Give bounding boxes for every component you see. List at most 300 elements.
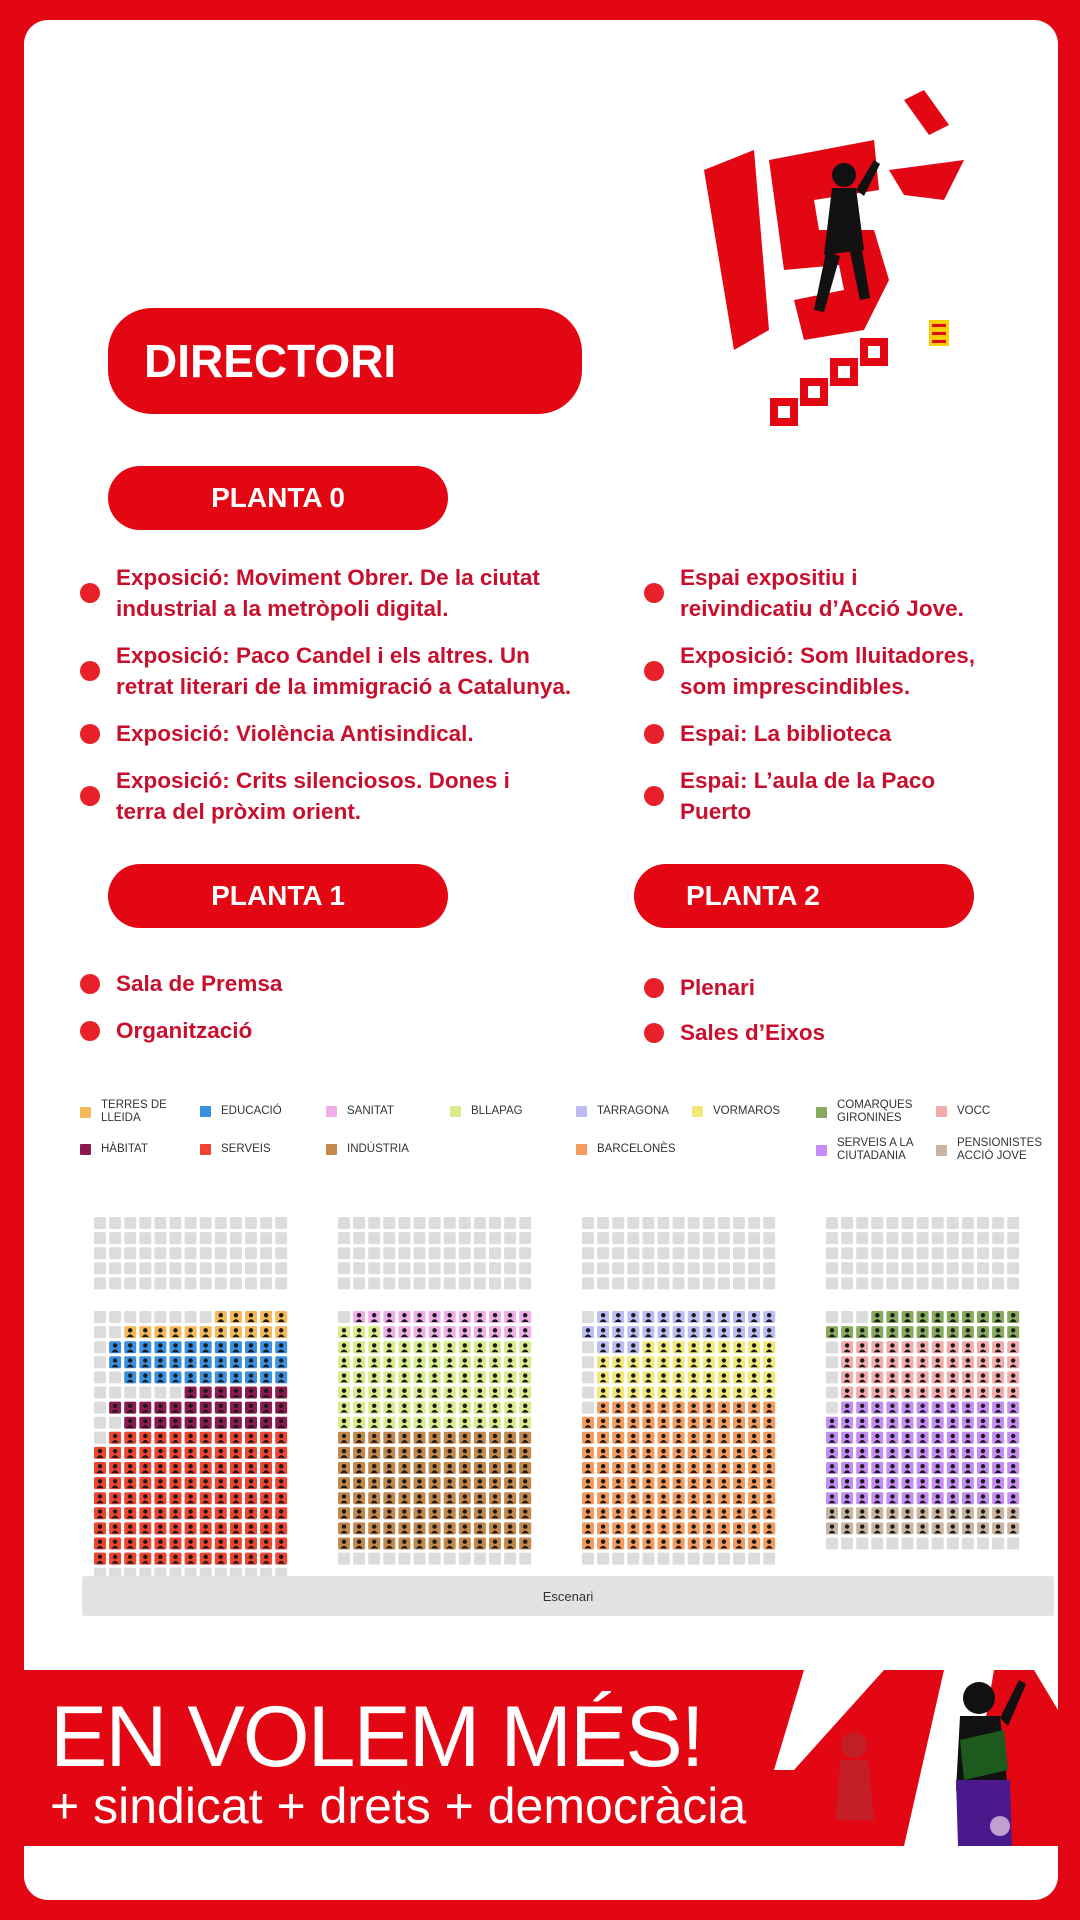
- seat-occupied: [612, 1387, 624, 1399]
- seat-occupied: [200, 1326, 212, 1338]
- seat-occupied: [215, 1477, 227, 1489]
- seat-empty: [215, 1262, 227, 1274]
- seat-occupied: [94, 1492, 106, 1504]
- seat-empty: [154, 1387, 166, 1399]
- seat-occupied: [886, 1462, 898, 1474]
- seat-occupied: [763, 1538, 775, 1550]
- seat-occupied: [917, 1522, 929, 1534]
- planta-1-heading: [108, 864, 448, 928]
- seat-occupied: [886, 1402, 898, 1414]
- seat-empty: [489, 1247, 501, 1259]
- seat-occupied: [170, 1341, 182, 1353]
- seat-occupied: [368, 1492, 380, 1504]
- seat-occupied: [383, 1402, 395, 1414]
- bullet-icon: [80, 974, 100, 994]
- seat-occupied: [489, 1387, 501, 1399]
- seat-occupied: [748, 1417, 760, 1429]
- seat-empty: [1007, 1232, 1019, 1244]
- seat-empty: [429, 1553, 441, 1565]
- seat-empty: [139, 1262, 151, 1274]
- seat-occupied: [504, 1387, 516, 1399]
- seat-occupied: [154, 1477, 166, 1489]
- seat-occupied: [826, 1477, 838, 1489]
- seat-occupied: [170, 1356, 182, 1368]
- seat-empty: [947, 1538, 959, 1550]
- seat-occupied: [260, 1553, 272, 1565]
- seat-occupied: [429, 1311, 441, 1323]
- seat-occupied: [474, 1417, 486, 1429]
- seat-occupied: [459, 1492, 471, 1504]
- seat-occupied: [185, 1447, 197, 1459]
- seat-occupied: [763, 1402, 775, 1414]
- seat-occupied: [429, 1507, 441, 1519]
- seat-empty: [353, 1217, 365, 1229]
- seat-occupied: [718, 1538, 730, 1550]
- directory-card: [24, 20, 1058, 1900]
- seat-empty: [658, 1217, 670, 1229]
- seat-occupied: [368, 1311, 380, 1323]
- seat-occupied: [871, 1387, 883, 1399]
- seat-occupied: [519, 1432, 531, 1444]
- seat-occupied: [414, 1462, 426, 1474]
- seat-occupied: [444, 1417, 456, 1429]
- seat-occupied: [504, 1356, 516, 1368]
- seat-occupied: [902, 1371, 914, 1383]
- seat-occupied: [519, 1387, 531, 1399]
- planta-2-list: [644, 972, 1044, 1062]
- seat-empty: [94, 1341, 106, 1353]
- seat-empty: [582, 1553, 594, 1565]
- seat-empty: [886, 1232, 898, 1244]
- seat-occupied: [947, 1462, 959, 1474]
- seat-occupied: [124, 1417, 136, 1429]
- seat-occupied: [109, 1341, 121, 1353]
- seat-empty: [109, 1232, 121, 1244]
- seat-occupied: [673, 1326, 685, 1338]
- seat-occupied: [489, 1462, 501, 1474]
- seat-empty: [519, 1553, 531, 1565]
- seat-occupied: [154, 1326, 166, 1338]
- seat-occupied: [444, 1326, 456, 1338]
- seat-occupied: [245, 1462, 257, 1474]
- seat-occupied: [215, 1462, 227, 1474]
- seat-occupied: [230, 1553, 242, 1565]
- seat-occupied: [841, 1447, 853, 1459]
- seat-occupied: [871, 1371, 883, 1383]
- directory-item-text: som imprescindibles.: [680, 674, 911, 699]
- seat-occupied: [688, 1417, 700, 1429]
- seat-occupied: [688, 1326, 700, 1338]
- legend-label-line: TERRES DE: [101, 1099, 167, 1111]
- seat-occupied: [748, 1538, 760, 1550]
- seat-empty: [627, 1262, 639, 1274]
- seat-occupied: [275, 1371, 287, 1383]
- seat-occupied: [200, 1477, 212, 1489]
- seat-occupied: [474, 1507, 486, 1519]
- seat-occupied: [841, 1356, 853, 1368]
- seat-occupied: [109, 1492, 121, 1504]
- seat-occupied: [932, 1326, 944, 1338]
- seat-empty: [612, 1277, 624, 1289]
- seat-occupied: [459, 1432, 471, 1444]
- seat-empty: [642, 1247, 654, 1259]
- seat-occupied: [658, 1522, 670, 1534]
- seat-empty: [962, 1232, 974, 1244]
- seat-empty: [94, 1387, 106, 1399]
- seat-occupied: [748, 1477, 760, 1489]
- seat-occupied: [275, 1356, 287, 1368]
- seat-empty: [688, 1247, 700, 1259]
- seat-occupied: [275, 1462, 287, 1474]
- seat-empty: [763, 1247, 775, 1259]
- directory-item-text: Exposició: Moviment Obrer. De la ciutat: [116, 565, 540, 590]
- slogan-subtitle: + sindicat + drets + democràcia: [50, 1778, 747, 1834]
- seat-occupied: [627, 1387, 639, 1399]
- seat-occupied: [902, 1492, 914, 1504]
- seat-occupied: [124, 1356, 136, 1368]
- seat-empty: [414, 1277, 426, 1289]
- seat-occupied: [703, 1402, 715, 1414]
- seat-empty: [139, 1311, 151, 1323]
- seat-occupied: [1007, 1326, 1019, 1338]
- seat-empty: [733, 1262, 745, 1274]
- stage: [82, 1576, 1054, 1616]
- seat-occupied: [489, 1402, 501, 1414]
- seat-occupied: [368, 1356, 380, 1368]
- seat-occupied: [245, 1507, 257, 1519]
- seat-occupied: [383, 1447, 395, 1459]
- seat-occupied: [642, 1326, 654, 1338]
- seat-empty: [383, 1247, 395, 1259]
- seat-occupied: [398, 1311, 410, 1323]
- seat-empty: [826, 1247, 838, 1259]
- seat-empty: [612, 1247, 624, 1259]
- seat-occupied: [230, 1538, 242, 1550]
- seat-occupied: [673, 1492, 685, 1504]
- seat-occupied: [977, 1447, 989, 1459]
- seat-occupied: [504, 1507, 516, 1519]
- seat-occupied: [275, 1538, 287, 1550]
- seat-occupied: [703, 1522, 715, 1534]
- seat-occupied: [1007, 1356, 1019, 1368]
- seat-occupied: [398, 1371, 410, 1383]
- seat-occupied: [444, 1492, 456, 1504]
- seat-occupied: [886, 1356, 898, 1368]
- seat-occupied: [170, 1432, 182, 1444]
- seat-occupied: [582, 1522, 594, 1534]
- seat-empty: [992, 1262, 1004, 1274]
- directory-item: [80, 765, 640, 827]
- seat-occupied: [353, 1432, 365, 1444]
- seat-occupied: [658, 1387, 670, 1399]
- seat-empty: [886, 1262, 898, 1274]
- seat-occupied: [245, 1432, 257, 1444]
- seat-occupied: [733, 1432, 745, 1444]
- seat-empty: [154, 1262, 166, 1274]
- seat-empty: [688, 1277, 700, 1289]
- seat-empty: [185, 1277, 197, 1289]
- seat-occupied: [582, 1326, 594, 1338]
- seat-occupied: [154, 1553, 166, 1565]
- seat-occupied: [200, 1538, 212, 1550]
- seat-occupied: [459, 1326, 471, 1338]
- seat-occupied: [718, 1341, 730, 1353]
- seat-occupied: [368, 1326, 380, 1338]
- seat-empty: [841, 1232, 853, 1244]
- seat-occupied: [139, 1341, 151, 1353]
- seat-occupied: [947, 1447, 959, 1459]
- seat-occupied: [398, 1402, 410, 1414]
- seat-occupied: [841, 1371, 853, 1383]
- seat-empty: [170, 1217, 182, 1229]
- seat-occupied: [992, 1387, 1004, 1399]
- seat-occupied: [992, 1492, 1004, 1504]
- seat-empty: [703, 1277, 715, 1289]
- seat-empty: [856, 1311, 868, 1323]
- seat-occupied: [763, 1477, 775, 1489]
- seat-occupied: [597, 1371, 609, 1383]
- directory-item-text: retrat literari de la immigració a Catalunya.: [116, 674, 572, 699]
- seat-empty: [170, 1247, 182, 1259]
- seat-empty: [582, 1387, 594, 1399]
- seat-occupied: [748, 1311, 760, 1323]
- seat-empty: [673, 1553, 685, 1565]
- seat-occupied: [260, 1538, 272, 1550]
- seat-occupied: [977, 1311, 989, 1323]
- directory-item-text: Espai: L’aula de la Paco: [680, 768, 936, 793]
- seat-occupied: [519, 1341, 531, 1353]
- seat-occupied: [871, 1402, 883, 1414]
- seat-empty: [338, 1311, 350, 1323]
- seat-occupied: [398, 1507, 410, 1519]
- seat-occupied: [826, 1447, 838, 1459]
- seat-occupied: [414, 1447, 426, 1459]
- seat-empty: [977, 1232, 989, 1244]
- seat-occupied: [977, 1477, 989, 1489]
- seat-occupied: [459, 1447, 471, 1459]
- seat-empty: [917, 1262, 929, 1274]
- seat-occupied: [124, 1447, 136, 1459]
- seat-occupied: [932, 1447, 944, 1459]
- seat-occupied: [489, 1507, 501, 1519]
- seat-empty: [871, 1232, 883, 1244]
- seat-occupied: [215, 1356, 227, 1368]
- seat-occupied: [658, 1311, 670, 1323]
- seat-occupied: [230, 1371, 242, 1383]
- seat-occupied: [154, 1522, 166, 1534]
- seat-occupied: [597, 1462, 609, 1474]
- slogan-banner: [24, 1670, 1058, 1846]
- seat-empty: [582, 1217, 594, 1229]
- seat-empty: [109, 1371, 121, 1383]
- seat-occupied: [504, 1432, 516, 1444]
- seat-occupied: [444, 1462, 456, 1474]
- seat-empty: [932, 1538, 944, 1550]
- seat-empty: [932, 1262, 944, 1274]
- seat-occupied: [932, 1492, 944, 1504]
- seat-occupied: [368, 1387, 380, 1399]
- seat-occupied: [383, 1462, 395, 1474]
- seat-occupied: [170, 1507, 182, 1519]
- seat-empty: [338, 1217, 350, 1229]
- seat-occupied: [627, 1522, 639, 1534]
- seat-occupied: [109, 1522, 121, 1534]
- seat-empty: [215, 1217, 227, 1229]
- seat-occupied: [519, 1538, 531, 1550]
- seat-empty: [597, 1247, 609, 1259]
- seat-empty: [871, 1538, 883, 1550]
- seat-occupied: [260, 1522, 272, 1534]
- seat-occupied: [139, 1371, 151, 1383]
- seat-occupied: [917, 1447, 929, 1459]
- seat-occupied: [414, 1492, 426, 1504]
- seat-empty: [703, 1553, 715, 1565]
- seat-occupied: [718, 1462, 730, 1474]
- seat-occupied: [489, 1356, 501, 1368]
- seat-empty: [1007, 1247, 1019, 1259]
- seat-occupied: [627, 1371, 639, 1383]
- directory-item: [80, 640, 640, 702]
- seat-occupied: [260, 1447, 272, 1459]
- seat-occupied: [856, 1447, 868, 1459]
- seat-empty: [1007, 1538, 1019, 1550]
- seat-empty: [338, 1277, 350, 1289]
- legend-label-line: VORMAROS: [713, 1105, 781, 1117]
- seat-occupied: [230, 1326, 242, 1338]
- seat-empty: [353, 1553, 365, 1565]
- seat-empty: [459, 1232, 471, 1244]
- seat-empty: [703, 1262, 715, 1274]
- seat-empty: [260, 1247, 272, 1259]
- seat-occupied: [947, 1522, 959, 1534]
- directory-item: [80, 718, 640, 749]
- seat-empty: [429, 1232, 441, 1244]
- seat-occupied: [703, 1356, 715, 1368]
- seat-occupied: [383, 1538, 395, 1550]
- seat-occupied: [338, 1447, 350, 1459]
- seat-occupied: [597, 1538, 609, 1550]
- seat-occupied: [353, 1341, 365, 1353]
- seat-occupied: [763, 1356, 775, 1368]
- seat-empty: [947, 1247, 959, 1259]
- seat-occupied: [170, 1402, 182, 1414]
- seat-empty: [368, 1232, 380, 1244]
- seat-empty: [94, 1417, 106, 1429]
- planta-0-right-list: [644, 562, 1054, 843]
- seat-empty: [917, 1538, 929, 1550]
- seat-occupied: [612, 1311, 624, 1323]
- seat-empty: [124, 1387, 136, 1399]
- seat-occupied: [733, 1326, 745, 1338]
- seat-occupied: [353, 1402, 365, 1414]
- seat-empty: [826, 1387, 838, 1399]
- seat-occupied: [353, 1311, 365, 1323]
- seat-empty: [109, 1311, 121, 1323]
- seat-empty: [597, 1232, 609, 1244]
- directory-item-text: Puerto: [680, 799, 752, 824]
- seat-empty: [658, 1277, 670, 1289]
- seat-empty: [185, 1311, 197, 1323]
- seat-occupied: [612, 1447, 624, 1459]
- seat-occupied: [139, 1492, 151, 1504]
- seat-occupied: [459, 1477, 471, 1489]
- seat-occupied: [733, 1447, 745, 1459]
- seat-occupied: [429, 1326, 441, 1338]
- seat-empty: [94, 1311, 106, 1323]
- seat-occupied: [398, 1447, 410, 1459]
- seat-occupied: [1007, 1371, 1019, 1383]
- seat-occupied: [962, 1402, 974, 1414]
- seat-occupied: [124, 1522, 136, 1534]
- seat-occupied: [992, 1311, 1004, 1323]
- seat-empty: [856, 1538, 868, 1550]
- seat-occupied: [856, 1432, 868, 1444]
- seat-occupied: [703, 1538, 715, 1550]
- seat-occupied: [275, 1477, 287, 1489]
- seat-occupied: [688, 1522, 700, 1534]
- seat-empty: [962, 1247, 974, 1259]
- seat-occupied: [582, 1447, 594, 1459]
- seat-empty: [763, 1232, 775, 1244]
- seat-occupied: [444, 1432, 456, 1444]
- seat-occupied: [917, 1371, 929, 1383]
- seat-occupied: [260, 1417, 272, 1429]
- seat-occupied: [139, 1356, 151, 1368]
- seat-occupied: [275, 1387, 287, 1399]
- seat-occupied: [124, 1553, 136, 1565]
- seat-occupied: [230, 1522, 242, 1534]
- seat-occupied: [826, 1492, 838, 1504]
- seat-occupied: [992, 1402, 1004, 1414]
- seat-empty: [185, 1247, 197, 1259]
- seat-occupied: [353, 1356, 365, 1368]
- seat-occupied: [763, 1341, 775, 1353]
- seat-occupied: [917, 1356, 929, 1368]
- seat-occupied: [962, 1356, 974, 1368]
- seat-empty: [474, 1232, 486, 1244]
- seat-empty: [582, 1356, 594, 1368]
- seat-occupied: [856, 1462, 868, 1474]
- seat-occupied: [658, 1326, 670, 1338]
- seat-occupied: [459, 1538, 471, 1550]
- seat-occupied: [398, 1387, 410, 1399]
- seat-occupied: [977, 1371, 989, 1383]
- seat-occupied: [215, 1522, 227, 1534]
- seat-occupied: [474, 1538, 486, 1550]
- seat-occupied: [429, 1492, 441, 1504]
- bullet-icon: [80, 583, 100, 603]
- seat-occupied: [582, 1462, 594, 1474]
- seat-occupied: [338, 1387, 350, 1399]
- seat-empty: [275, 1247, 287, 1259]
- seat-occupied: [504, 1522, 516, 1534]
- seat-occupied: [826, 1522, 838, 1534]
- seat-occupied: [871, 1311, 883, 1323]
- seat-occupied: [519, 1492, 531, 1504]
- seat-occupied: [841, 1387, 853, 1399]
- bullet-icon: [644, 583, 664, 603]
- seat-occupied: [200, 1522, 212, 1534]
- planta-2-label: PLANTA 2: [686, 880, 820, 911]
- seat-occupied: [642, 1538, 654, 1550]
- seat-occupied: [139, 1402, 151, 1414]
- seat-empty: [200, 1262, 212, 1274]
- seat-empty: [414, 1553, 426, 1565]
- seat-occupied: [398, 1432, 410, 1444]
- seat-empty: [748, 1262, 760, 1274]
- seat-empty: [260, 1262, 272, 1274]
- seat-occupied: [917, 1432, 929, 1444]
